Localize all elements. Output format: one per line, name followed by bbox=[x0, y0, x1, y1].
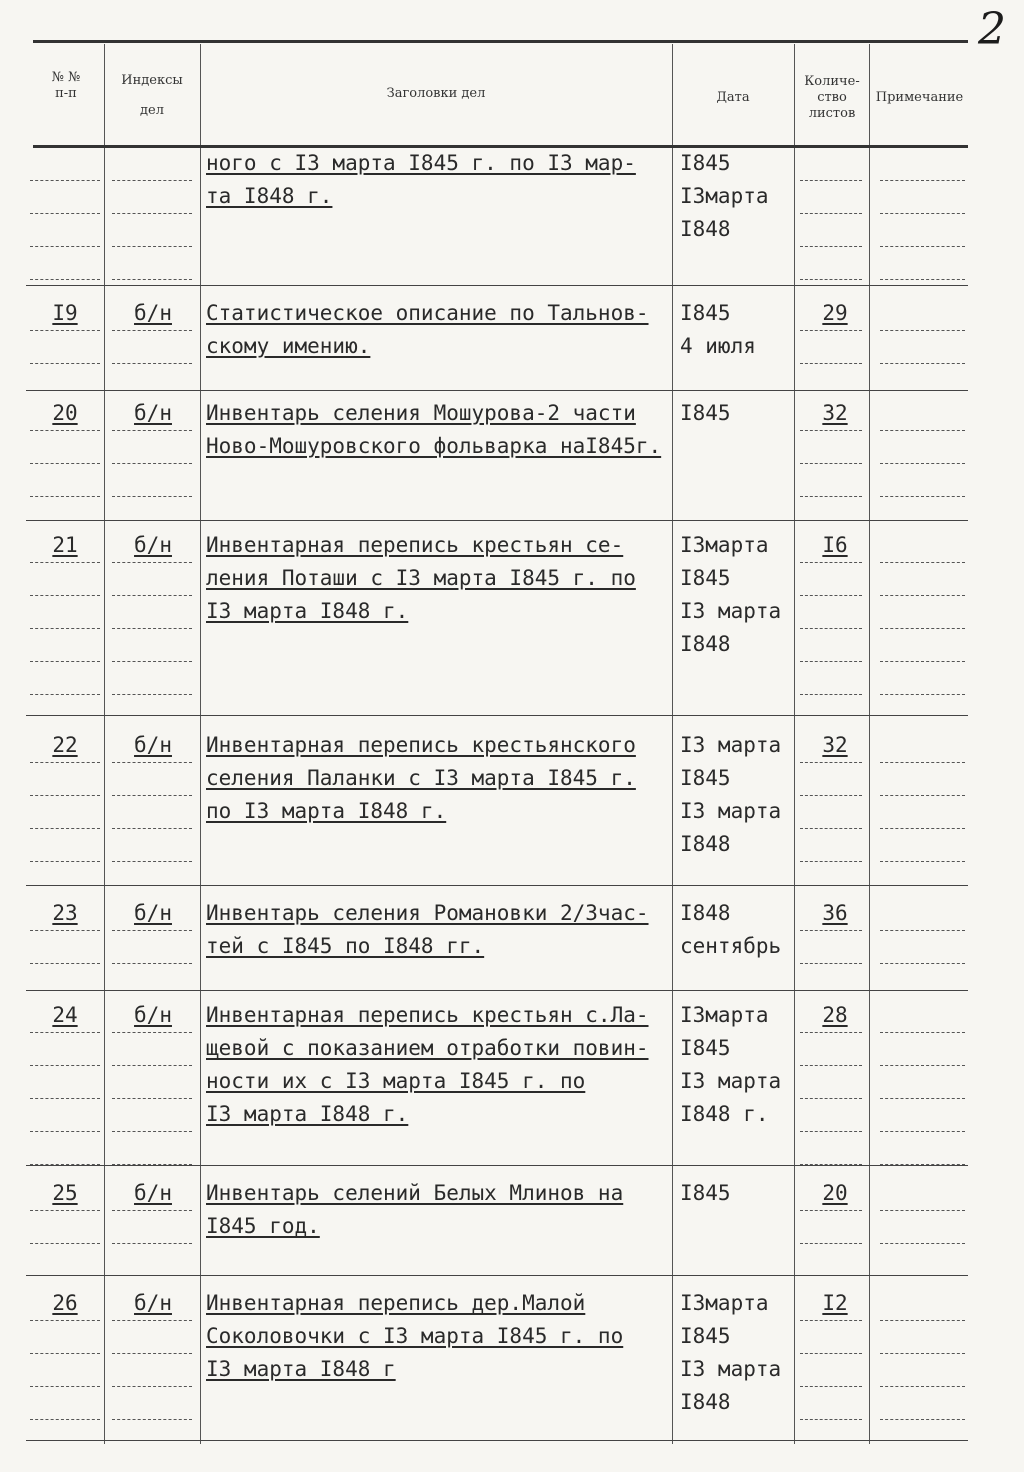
ruled-line bbox=[800, 828, 862, 829]
row-date-line: I845 bbox=[680, 401, 731, 425]
row-title-line: Соколовочки с I3 марта I845 г. по bbox=[206, 1324, 624, 1348]
row-count: 28 bbox=[822, 1003, 848, 1027]
row-index: б/н bbox=[134, 301, 172, 325]
row-index: б/н bbox=[134, 401, 172, 425]
ruled-line bbox=[30, 1243, 100, 1244]
row-date-line: I848 bbox=[680, 217, 731, 241]
row-title-line: Инвентарь селений Белых Млинов на bbox=[206, 1181, 624, 1205]
row-title-line: тей с I845 по I848 гг. bbox=[206, 934, 485, 958]
row-date-line: I848 bbox=[680, 1390, 731, 1414]
ruled-line bbox=[112, 562, 192, 563]
row-separator bbox=[26, 715, 968, 716]
header-num: № № п-п bbox=[51, 70, 81, 101]
row-date-line: I845 bbox=[680, 1181, 731, 1205]
row-title-line: щевой с показанием отработки повин- bbox=[206, 1036, 649, 1060]
ruled-line bbox=[30, 1419, 100, 1420]
ruled-line bbox=[30, 795, 100, 796]
row-date-line: I845 bbox=[680, 1036, 731, 1060]
table-top-rule bbox=[33, 40, 968, 43]
row-title-line: I3 марта I848 г bbox=[206, 1357, 396, 1381]
ruled-line bbox=[880, 795, 965, 796]
row-number: 22 bbox=[52, 733, 78, 757]
row-date-line: I3марта bbox=[680, 1291, 769, 1315]
ruled-line bbox=[880, 1386, 965, 1387]
row-index: б/н bbox=[134, 533, 172, 557]
ruled-line bbox=[112, 496, 192, 497]
ruled-line bbox=[800, 1065, 862, 1066]
row-count: 36 bbox=[822, 901, 848, 925]
ruled-line bbox=[112, 930, 192, 931]
ruled-line bbox=[800, 246, 862, 247]
row-date-line: I3 марта bbox=[680, 1069, 782, 1093]
ruled-line bbox=[880, 1098, 965, 1099]
header-index: Индексы дел bbox=[121, 73, 183, 118]
ruled-line bbox=[880, 246, 965, 247]
ruled-line bbox=[30, 694, 100, 695]
ruled-line bbox=[880, 930, 965, 931]
row-count: 29 bbox=[822, 301, 848, 325]
ruled-line bbox=[30, 1065, 100, 1066]
ruled-line bbox=[112, 861, 192, 862]
row-date-line: I3марта bbox=[680, 184, 769, 208]
ruled-line bbox=[30, 1353, 100, 1354]
ruled-line bbox=[112, 628, 192, 629]
ruled-line bbox=[800, 496, 862, 497]
ruled-line bbox=[30, 1032, 100, 1033]
row-separator bbox=[26, 1440, 968, 1441]
row-date-line: I848 bbox=[680, 632, 731, 656]
column-rule bbox=[200, 44, 201, 1444]
row-count: I2 bbox=[822, 1291, 848, 1315]
ruled-line bbox=[880, 1243, 965, 1244]
ruled-line bbox=[800, 1210, 862, 1211]
ruled-line bbox=[800, 1353, 862, 1354]
row-number: 21 bbox=[52, 533, 78, 557]
ruled-line bbox=[112, 1065, 192, 1066]
header-date: Дата bbox=[716, 90, 750, 105]
ruled-line bbox=[112, 279, 192, 280]
ruled-line bbox=[880, 628, 965, 629]
row-index: б/н bbox=[134, 1291, 172, 1315]
ruled-line bbox=[30, 828, 100, 829]
ruled-line bbox=[112, 1032, 192, 1033]
row-date-line: I845 bbox=[680, 566, 731, 590]
ruled-line bbox=[30, 628, 100, 629]
row-title-line: Инвентарная перепись крестьян с.Ла- bbox=[206, 1003, 649, 1027]
ruled-line bbox=[800, 762, 862, 763]
ruled-line bbox=[880, 430, 965, 431]
ruled-line bbox=[880, 363, 965, 364]
row-title-line: I3 марта I848 г. bbox=[206, 1102, 409, 1126]
row-date-line: I3 марта bbox=[680, 599, 782, 623]
header-bottom-rule bbox=[33, 145, 968, 148]
row-date-line: сентябрь bbox=[680, 934, 782, 958]
ruled-line bbox=[800, 180, 862, 181]
ruled-line bbox=[112, 463, 192, 464]
row-count: 20 bbox=[822, 1181, 848, 1205]
row-date-line: I3марта bbox=[680, 1003, 769, 1027]
row-date-line: 4 июля bbox=[680, 334, 756, 358]
ruled-line bbox=[112, 828, 192, 829]
ruled-line bbox=[880, 562, 965, 563]
ruled-line bbox=[800, 330, 862, 331]
row-title-line: Инвентарная перепись крестьянского bbox=[206, 733, 636, 757]
ruled-line bbox=[112, 180, 192, 181]
ruled-line bbox=[30, 963, 100, 964]
ruled-line bbox=[112, 1098, 192, 1099]
ruled-line bbox=[30, 595, 100, 596]
row-number: 20 bbox=[52, 401, 78, 425]
row-date-line: I845 bbox=[680, 1324, 731, 1348]
row-title-line: I845 год. bbox=[206, 1214, 320, 1238]
row-title-line: селения Паланки с I3 марта I845 г. bbox=[206, 766, 636, 790]
ruled-line bbox=[880, 595, 965, 596]
ruled-line bbox=[800, 463, 862, 464]
row-title-line: ности их с I3 марта I845 г. по bbox=[206, 1069, 586, 1093]
row-date-line: I848 г. bbox=[680, 1102, 769, 1126]
ruled-line bbox=[30, 562, 100, 563]
ruled-line bbox=[880, 963, 965, 964]
ruled-line bbox=[880, 1065, 965, 1066]
row-title-line: Инвентарь селения Романовки 2/3час- bbox=[206, 901, 649, 925]
ruled-line bbox=[880, 1353, 965, 1354]
ruled-line bbox=[30, 1098, 100, 1099]
row-index: б/н bbox=[134, 1181, 172, 1205]
row-separator bbox=[26, 520, 968, 521]
row-number: 26 bbox=[52, 1291, 78, 1315]
ruled-line bbox=[112, 694, 192, 695]
ruled-line bbox=[30, 930, 100, 931]
row-title-line: скому имению. bbox=[206, 334, 371, 358]
ruled-line bbox=[800, 1131, 862, 1132]
row-title-line: Инвентарная перепись крестьян се- bbox=[206, 533, 624, 557]
ruled-line bbox=[800, 213, 862, 214]
row-separator bbox=[26, 1275, 968, 1276]
ruled-line bbox=[800, 1032, 862, 1033]
ruled-line bbox=[880, 1320, 965, 1321]
ruled-line bbox=[30, 430, 100, 431]
page-number: 2 bbox=[978, 4, 1006, 55]
ruled-line bbox=[800, 861, 862, 862]
row-date-line: I845 bbox=[680, 766, 731, 790]
column-rule bbox=[794, 44, 795, 1444]
row-date-line: I3 марта bbox=[680, 799, 782, 823]
row-index: б/н bbox=[134, 733, 172, 757]
row-number: 24 bbox=[52, 1003, 78, 1027]
ruled-line bbox=[112, 661, 192, 662]
ruled-line bbox=[112, 1131, 192, 1132]
ruled-line bbox=[112, 1353, 192, 1354]
row-title-line: Ново-Мошуровского фольварка наI845г. bbox=[206, 434, 662, 458]
row-title-line: I3 марта I848 г. bbox=[206, 599, 409, 623]
ruled-line bbox=[880, 1032, 965, 1033]
ruled-line bbox=[800, 1386, 862, 1387]
ruled-line bbox=[880, 330, 965, 331]
row-separator bbox=[26, 390, 968, 391]
ruled-line bbox=[112, 1386, 192, 1387]
ruled-line bbox=[112, 213, 192, 214]
ruled-line bbox=[880, 279, 965, 280]
ruled-line bbox=[800, 562, 862, 563]
ruled-line bbox=[112, 1320, 192, 1321]
row-date-line: I3 марта bbox=[680, 1357, 782, 1381]
row-title-line: по I3 марта I848 г. bbox=[206, 799, 447, 823]
ruled-line bbox=[30, 180, 100, 181]
ruled-line bbox=[30, 762, 100, 763]
ruled-line bbox=[112, 430, 192, 431]
ruled-line bbox=[30, 1320, 100, 1321]
row-separator bbox=[26, 285, 968, 286]
ruled-line bbox=[880, 762, 965, 763]
ruled-line bbox=[800, 694, 862, 695]
ruled-line bbox=[30, 213, 100, 214]
ruled-line bbox=[30, 330, 100, 331]
ruled-line bbox=[112, 363, 192, 364]
column-rule bbox=[104, 44, 105, 1444]
ruled-line bbox=[800, 1320, 862, 1321]
ruled-line bbox=[30, 1131, 100, 1132]
row-separator bbox=[26, 1165, 968, 1166]
ruled-line bbox=[800, 930, 862, 931]
ruled-line bbox=[880, 861, 965, 862]
ruled-line bbox=[800, 628, 862, 629]
ruled-line bbox=[880, 1419, 965, 1420]
header-count: Количе- ство листов bbox=[804, 74, 860, 121]
ruled-line bbox=[800, 963, 862, 964]
row-date-line: I3марта bbox=[680, 533, 769, 557]
ruled-line bbox=[800, 1419, 862, 1420]
ruled-line bbox=[800, 1243, 862, 1244]
row-index: б/н bbox=[134, 1003, 172, 1027]
ruled-line bbox=[30, 1386, 100, 1387]
row-date-line: I3 марта bbox=[680, 733, 782, 757]
row-separator bbox=[26, 885, 968, 886]
row-title-line: Инвентарь селения Мошурова-2 части bbox=[206, 401, 636, 425]
ruled-line bbox=[30, 246, 100, 247]
row-title-line: та I848 г. bbox=[206, 184, 333, 208]
row-title-line: ного с I3 марта I845 г. по I3 мар- bbox=[206, 151, 636, 175]
ruled-line bbox=[880, 694, 965, 695]
row-date-line: I845 bbox=[680, 301, 731, 325]
row-date-line: I845 bbox=[680, 151, 731, 175]
ruled-line bbox=[112, 330, 192, 331]
ruled-line bbox=[880, 496, 965, 497]
row-count: I6 bbox=[822, 533, 848, 557]
ruled-line bbox=[800, 430, 862, 431]
header-note: Примечание bbox=[875, 90, 964, 105]
ruled-line bbox=[880, 213, 965, 214]
row-count: 32 bbox=[822, 733, 848, 757]
ruled-line bbox=[800, 1098, 862, 1099]
ruled-line bbox=[112, 1210, 192, 1211]
row-title-line: ления Поташи с I3 марта I845 г. по bbox=[206, 566, 636, 590]
row-date-line: I848 bbox=[680, 832, 731, 856]
ruled-line bbox=[880, 1210, 965, 1211]
ruled-line bbox=[800, 363, 862, 364]
row-title-line: Статистическое описание по Тальнов- bbox=[206, 301, 649, 325]
row-separator bbox=[26, 990, 968, 991]
ruled-line bbox=[30, 496, 100, 497]
ruled-line bbox=[30, 279, 100, 280]
header-title: Заголовки дел bbox=[386, 86, 486, 101]
ruled-line bbox=[112, 595, 192, 596]
ruled-line bbox=[880, 463, 965, 464]
ruled-line bbox=[30, 363, 100, 364]
ruled-line bbox=[880, 1131, 965, 1132]
ruled-line bbox=[112, 1243, 192, 1244]
row-number: 25 bbox=[52, 1181, 78, 1205]
ruled-line bbox=[30, 861, 100, 862]
ruled-line bbox=[112, 1419, 192, 1420]
ruled-line bbox=[30, 1210, 100, 1211]
row-date-line: I848 bbox=[680, 901, 731, 925]
ruled-line bbox=[112, 795, 192, 796]
ruled-line bbox=[880, 661, 965, 662]
row-count: 32 bbox=[822, 401, 848, 425]
ruled-line bbox=[112, 246, 192, 247]
row-number: 23 bbox=[52, 901, 78, 925]
ruled-line bbox=[880, 180, 965, 181]
ruled-line bbox=[112, 762, 192, 763]
ruled-line bbox=[30, 661, 100, 662]
row-index: б/н bbox=[134, 901, 172, 925]
ruled-line bbox=[112, 963, 192, 964]
row-number: I9 bbox=[52, 301, 78, 325]
ruled-line bbox=[800, 595, 862, 596]
ruled-line bbox=[800, 661, 862, 662]
ruled-line bbox=[880, 828, 965, 829]
ruled-line bbox=[800, 279, 862, 280]
row-title-line: Инвентарная перепись дер.Малой bbox=[206, 1291, 586, 1315]
ruled-line bbox=[30, 463, 100, 464]
ruled-line bbox=[800, 795, 862, 796]
